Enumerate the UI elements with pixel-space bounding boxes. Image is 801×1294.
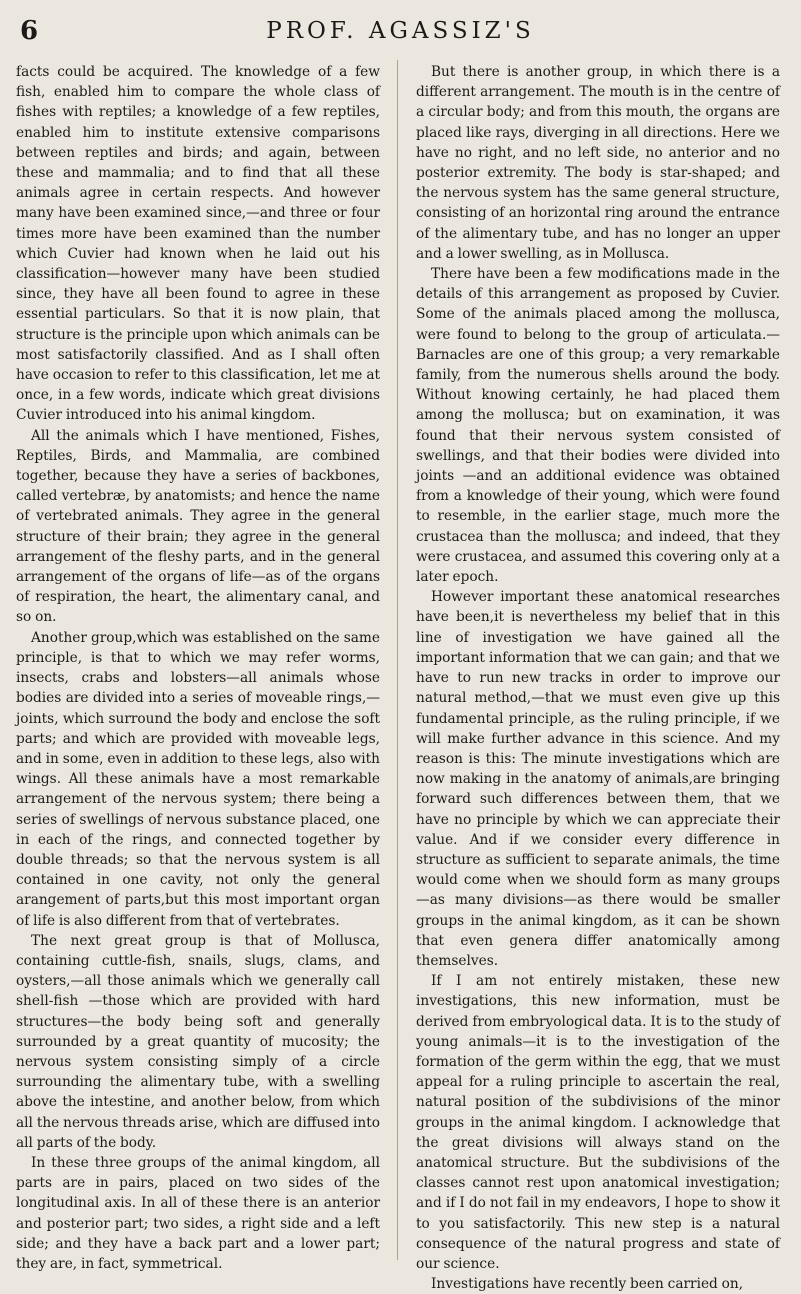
paragraph: Another group,which was established on the same principle, is that to which we may refer worms, insects, crabs and lobsters—all animals whose bodies are divided into a series of moveable rings,—joints, which surround the body and enclose the soft parts; and which are provided with moveable legs, and in some, even in addition to these legs, also with wings. All these animals have a most remarkable arrangement of the nervous system; there being a series of swellings of nervous substance placed, one in each of the rings, and connected together by double threads; so that the nervous system is all contained in one cavity, not only the general arangement of parts,but this most important organ of life is also different from that of vertebrates. bbox=[16, 629, 380, 929]
paragraph: The next great group is that of Mollusca, containing cuttle-fish, snails, slugs, clams, and oysters,—all those animals which we generally call shell-fish —those which are provided with hard structures—the body being soft and generally surrounded by a great quantity of mucosity; the nervous system consisting simply of a circle surrounding the alimentary tube, with a swelling above the intestine, and another below, from which all the nervous threads arise, which are diffused into all parts of the body. bbox=[16, 932, 380, 1151]
paragraph: In these three groups of the animal kingdom, all parts are in pairs, placed on two sides of the longitudinal axis. In all of these there is an anterior and posterior part; two sides, a right side and a left side; and they have a back part and a lower part; they are, in fact, symmetrical. bbox=[16, 1154, 380, 1272]
paragraph: Investigations have recently been carried on, bbox=[431, 1276, 744, 1293]
paragraph: However important these anatomical researches have been,it is nevertheless my belief that in this line of investigation we have gained all the important information that we can gain; and that we have to run new tracks in order to improve our natural method,—that we must even give up this fundamental principle, as the ruling principle, if we will make further advance in this science. And my reason is this: The minute investigations which are now making in the anatomy of animals,are bringing forward such differences between them, that we have no principle by which we can appreciate their value. And if we consider every difference in structure as sufficient to separate animals, the time would come when we should form as many groups —as many divisions—as there would be smaller groups in the animal kingdom, as it can be shown that even genera differ anatomically among themselves. bbox=[416, 589, 780, 969]
page-number: 6 bbox=[20, 16, 39, 46]
left-column bbox=[16, 62, 380, 1274]
page-header bbox=[0, 12, 801, 52]
paragraph: facts could be acquired. The knowledge of a few fish, enabled him to compare the whole class of fishes with reptiles; a knowledge of a few reptiles, enabled him to institute extensive comparisons between reptiles and birds; and again, between these and mammalia; and to find that all these animals agree in certain respects. And however many have been examined since,—and three or four times more have been examined than the number which Cuvier had known when he laid out his classification—however many have been studied since, they have all been found to agree in these essential particulars. So that it is now plain, that structure is the principle upon which animals can be most satisfactorily classified. And as I shall often have occasion to refer to this classification, let me at once, in a few words, indicate which great divisions Cuvier introduced into his animal kingdom. bbox=[16, 64, 380, 424]
column-divider bbox=[397, 60, 398, 1260]
running-title: PROF. AGASSIZ'S bbox=[266, 18, 535, 44]
paragraph: But there is another group, in which there is a different arrangement. The mouth is in the centre of a circular body; and from this mouth, the organs are placed like rays, diverging in all directions. Here we have no right, and no left side, no anterior and no posterior extremity. The body is star-shaped; and the nervous system has the same general structure, consisting of an horizontal ring around the entrance of the alimentary tube, and has no longer an upper and a lower swelling, as in Mollusca. bbox=[416, 64, 780, 262]
paragraph: If I am not entirely mistaken, these new investigations, this new information, must be derived from embryological data. It is to the study of young animals—it is to the investigation of the formation of the germ within the egg, that we must appeal for a ruling principle to ascertain the real, natural position of the subdivisions of the minor groups in the animal kingdom. I acknowledge that the great divisions will always stand on the anatomical structure. But the subdivisions of the classes cannot rest upon anatomical investigation; and if I do not fail in my endeavors, I hope to show it to you satisfactorily. This new step is a natural consequence of the natural progress and state of our science. bbox=[416, 973, 780, 1272]
right-column bbox=[416, 62, 780, 1294]
paragraph: All the animals which I have mentioned, Fishes, Reptiles, Birds, and Mammalia, are combined together, because they have a series of backbones, called vertebræ, by anatomists; and hence the name of vertebrated animals. They agree in the general structure of their brain; they agree in the general arrangement of the fleshy parts, and in the general arrangement of the organs of life—as of the organs of respiration, the heart, the alimentary canal, and so on. bbox=[16, 427, 380, 626]
paragraph: There have been a few modifications made in the details of this arrangement as proposed by Cuvier. Some of the animals placed among the mollusca, were found to belong to the group of articulata.— Barnacles are one of this group; a very remarkable family, from the numerous shells around the body. Without knowing certainly, he had placed them among the mollusca; but on examination, it was found that their nervous system consisted of swellings, and that their bodies were divided into joints —and an additional evidence was obtained from a knowledge of their young, which were found to resemble, in the earlier stage, much more the crustacea than the mollusca; and indeed, that they were crustacea, and assumed this covering only at a later epoch. bbox=[416, 266, 780, 586]
